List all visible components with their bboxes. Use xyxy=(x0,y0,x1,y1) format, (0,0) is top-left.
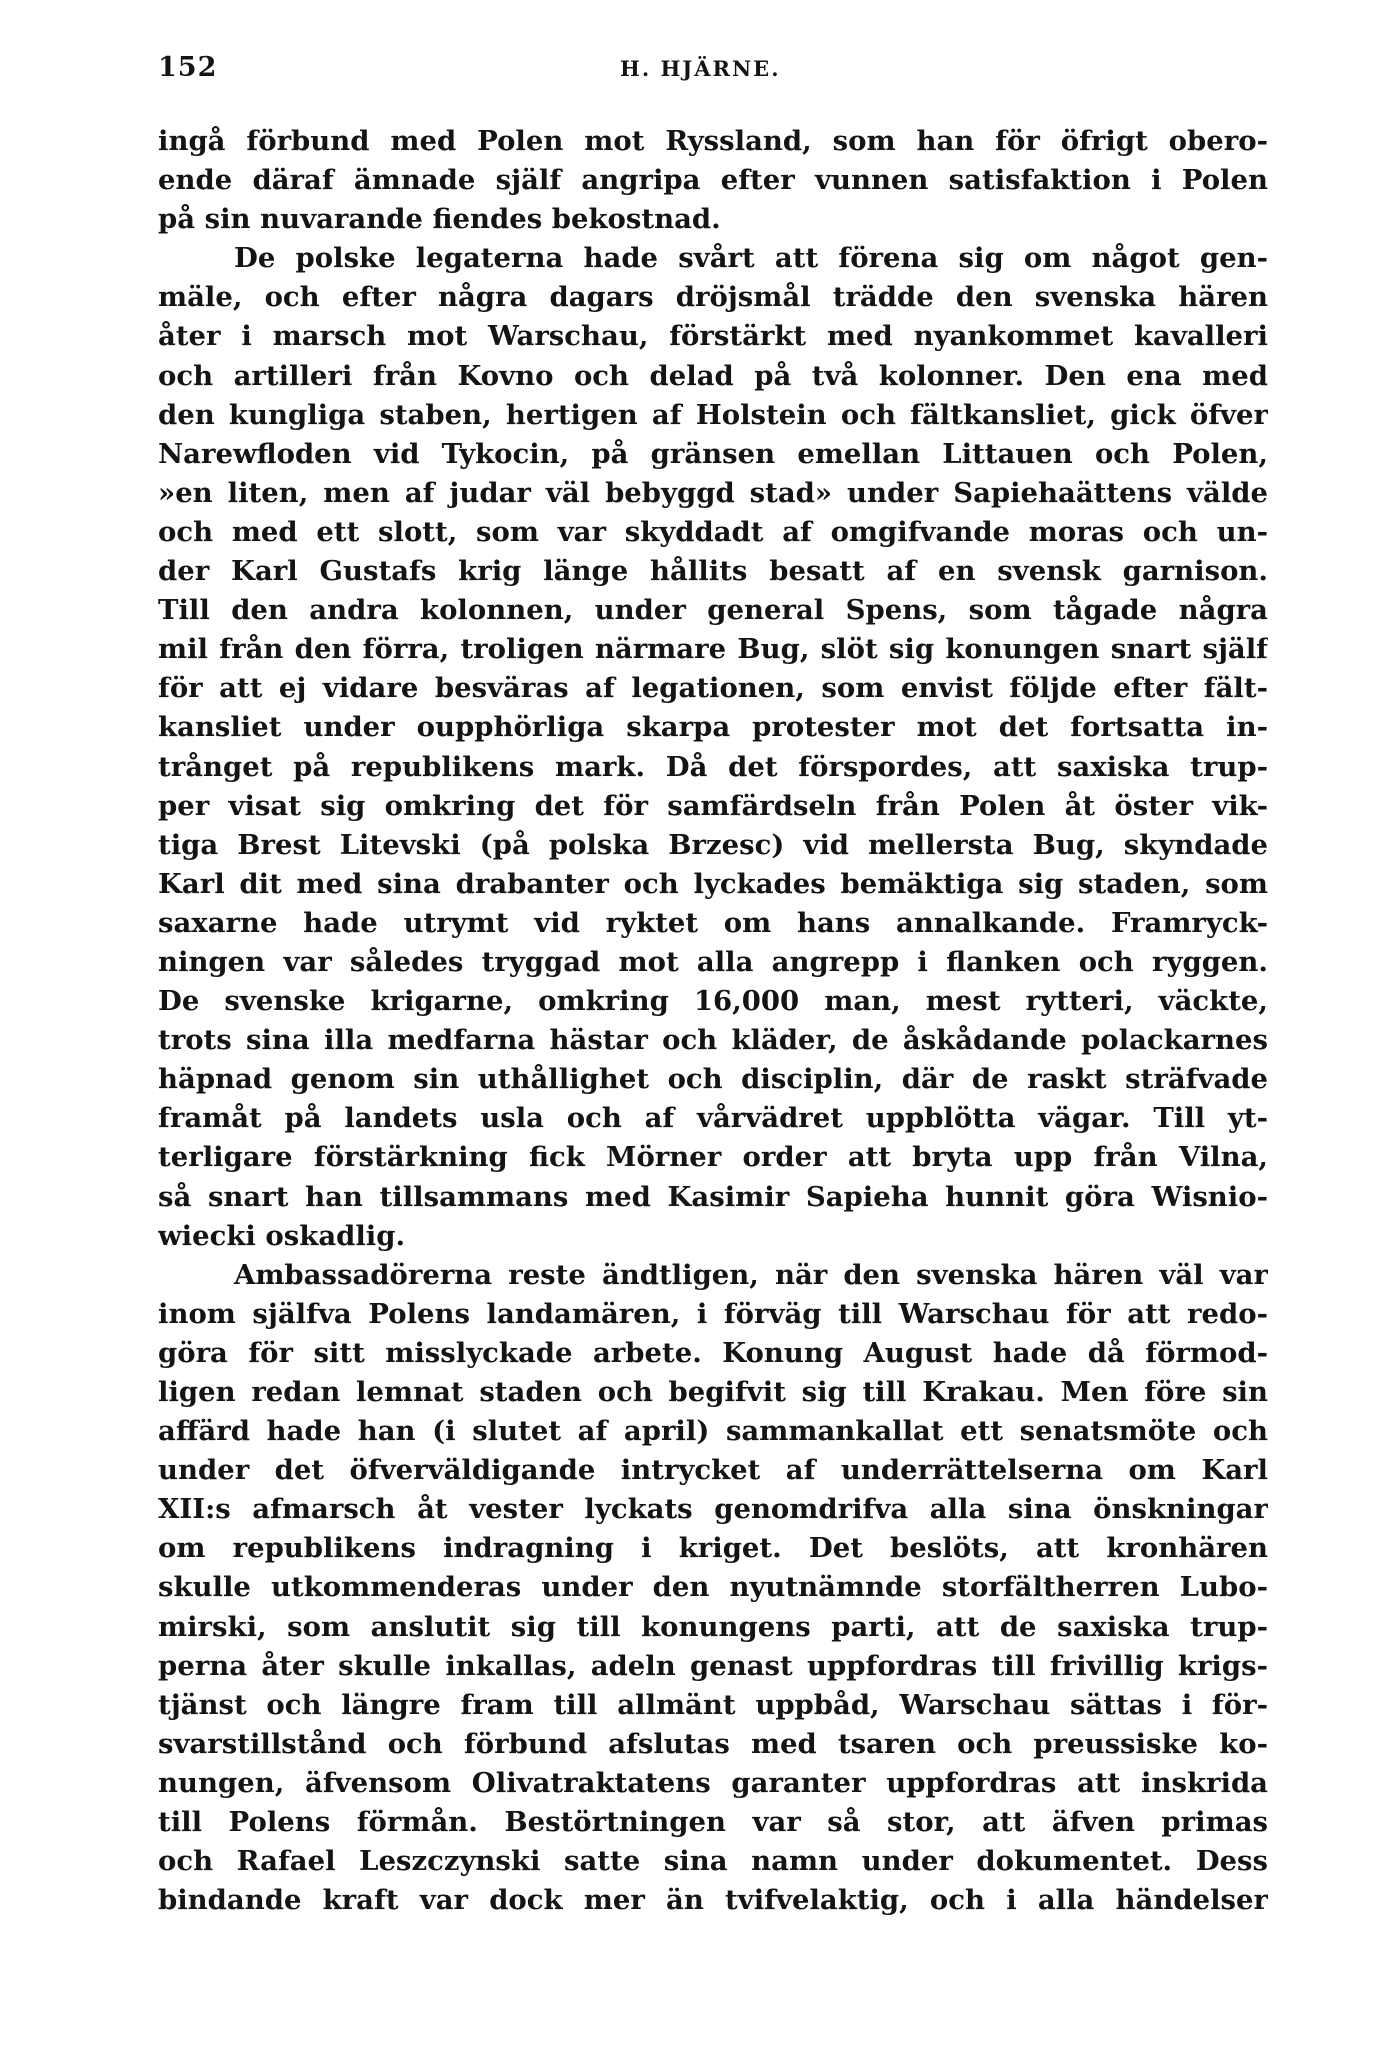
text-line: ende däraf ämnade själf angripa efter vunnen satisfaktion i Polen xyxy=(158,164,1268,197)
text-line: och med ett slott, som var skyddadt af omgifvande moras och un- xyxy=(158,515,1268,548)
text-line: på sin nuvarande fiendes bekostnad. xyxy=(158,203,721,236)
text-line: till Polens förmån. Bestörtningen var så stor, att äfven primas xyxy=(158,1806,1268,1839)
text-line: tiga Brest Litevski (på polska Brzesc) vid mellersta Bug, skyndade xyxy=(158,828,1268,861)
paragraph xyxy=(158,239,1268,1255)
text-line: der Karl Gustafs krig länge hållits besatt af en svensk garnison. xyxy=(158,555,1268,588)
text-line: svarstillstånd och förbund afslutas med tsaren och preussiske ko- xyxy=(158,1727,1268,1760)
running-head xyxy=(158,52,1268,92)
paragraph xyxy=(158,122,1268,239)
text-line: perna åter skulle inkallas, adeln genast uppfordras till frivillig krigs- xyxy=(158,1649,1268,1682)
text-line: om republikens indragning i kriget. Det beslöts, att kronhären xyxy=(158,1532,1268,1565)
text-line: terligare förstärkning fick Mörner order att bryta upp från Vilna, xyxy=(158,1141,1268,1174)
text-line: ingå förbund med Polen mot Ryssland, som han för öfrigt obero- xyxy=(158,125,1268,157)
text-line: Narewfloden vid Tykocin, på gränsen emellan Littauen och Polen, xyxy=(158,437,1268,470)
page-number: 152 xyxy=(158,52,218,83)
text-line: häpnad genom sin uthållighet och disciplin, där de raskt sträfvade xyxy=(158,1063,1268,1096)
text-line: åter i marsch mot Warschau, förstärkt med nyankommet kavalleri xyxy=(158,320,1268,353)
text-line: mäle, och efter några dagars dröjsmål trädde den svenska hären xyxy=(158,281,1268,314)
text-line: mil från den förra, troligen närmare Bug, slöt sig konungen snart själf xyxy=(158,633,1268,666)
text-line: De svenske krigarne, omkring 16,000 man, mest rytteri, väckte, xyxy=(158,985,1268,1018)
paragraph xyxy=(158,1256,1268,1921)
text-line: för att ej vidare besväras af legationen, som envist följde efter fält- xyxy=(158,672,1268,705)
body-text xyxy=(158,122,1268,1920)
text-line: »en liten, men af judar väl bebyggd stad» under Sapiehaättens välde xyxy=(158,476,1268,509)
text-line: mirski, som anslutit sig till konungens parti, att de saxiska trup- xyxy=(158,1610,1268,1643)
text-line: nungen, äfvensom Olivatraktatens garanter uppfordras att inskrida xyxy=(158,1766,1268,1799)
text-line: Till den andra kolonnen, under general Spens, som tågade några xyxy=(158,594,1268,627)
text-line: trots sina illa medfarna hästar och kläder, de åskådande polackarnes xyxy=(158,1024,1268,1057)
text-line: och artilleri från Kovno och delad på två kolonner. Den ena med xyxy=(158,359,1268,392)
text-line: ligen redan lemnat staden och begifvit sig till Krakau. Men före sin xyxy=(158,1376,1268,1408)
text-line: så snart han tillsammans med Kasimir Sapieha hunnit göra Wisnio- xyxy=(158,1180,1268,1213)
text-line: wiecki oskadlig. xyxy=(158,1219,406,1252)
text-line: bindande kraft var dock mer än tvifvelaktig, och i alla händelser xyxy=(158,1884,1268,1917)
text-line: per visat sig omkring det för samfärdseln från Polen åt öster vik- xyxy=(158,789,1268,822)
running-head-author: H. HJÄRNE. xyxy=(620,56,781,81)
text-line: tjänst och längre fram till allmänt uppbåd, Warschau sättas i för- xyxy=(158,1688,1268,1721)
text-line: framåt på landets usla och af vårvädret uppblötta vägar. Till yt- xyxy=(158,1102,1268,1135)
text-line: och Rafael Leszczynski satte sina namn under dokumentet. Dess xyxy=(158,1845,1268,1878)
text-line: De polske legaterna hade svårt att förena sig om något gen- xyxy=(234,242,1268,275)
text-line: inom själfva Polens landamären, i förväg till Warschau för att redo- xyxy=(158,1297,1268,1330)
text-line: affärd hade han (i slutet af april) sammankallat ett senatsmöte och xyxy=(158,1415,1268,1448)
text-line: skulle utkommenderas under den nyutnämnde storfältherren Lubo- xyxy=(158,1571,1268,1604)
text-line: Ambassadörerna reste ändtligen, när den svenska hären väl var xyxy=(234,1258,1268,1291)
text-line: göra för sitt misslyckade arbete. Konung August hade då förmod- xyxy=(158,1336,1268,1369)
text-line: den kungliga staben, hertigen af Holstein och fältkansliet, gick öfver xyxy=(158,398,1268,431)
text-line: under det öfverväldigande intrycket af underrättelserna om Karl xyxy=(158,1454,1268,1487)
text-line: saxarne hade utrymt vid ryktet om hans annalkande. Framryck- xyxy=(158,906,1268,939)
text-line: XII:s afmarsch åt vester lyckats genomdrifva alla sina önskningar xyxy=(158,1493,1268,1526)
text-line: ningen var således tryggad mot alla angrepp i flanken och ryggen. xyxy=(158,945,1268,978)
text-line: trånget på republikens mark. Då det förspordes, att saxiska trup- xyxy=(158,750,1268,783)
text-line: kansliet under oupphörliga skarpa protester mot det fortsatta in- xyxy=(158,711,1268,744)
text-line: Karl dit med sina drabanter och lyckades bemäktiga sig staden, som xyxy=(158,867,1268,900)
